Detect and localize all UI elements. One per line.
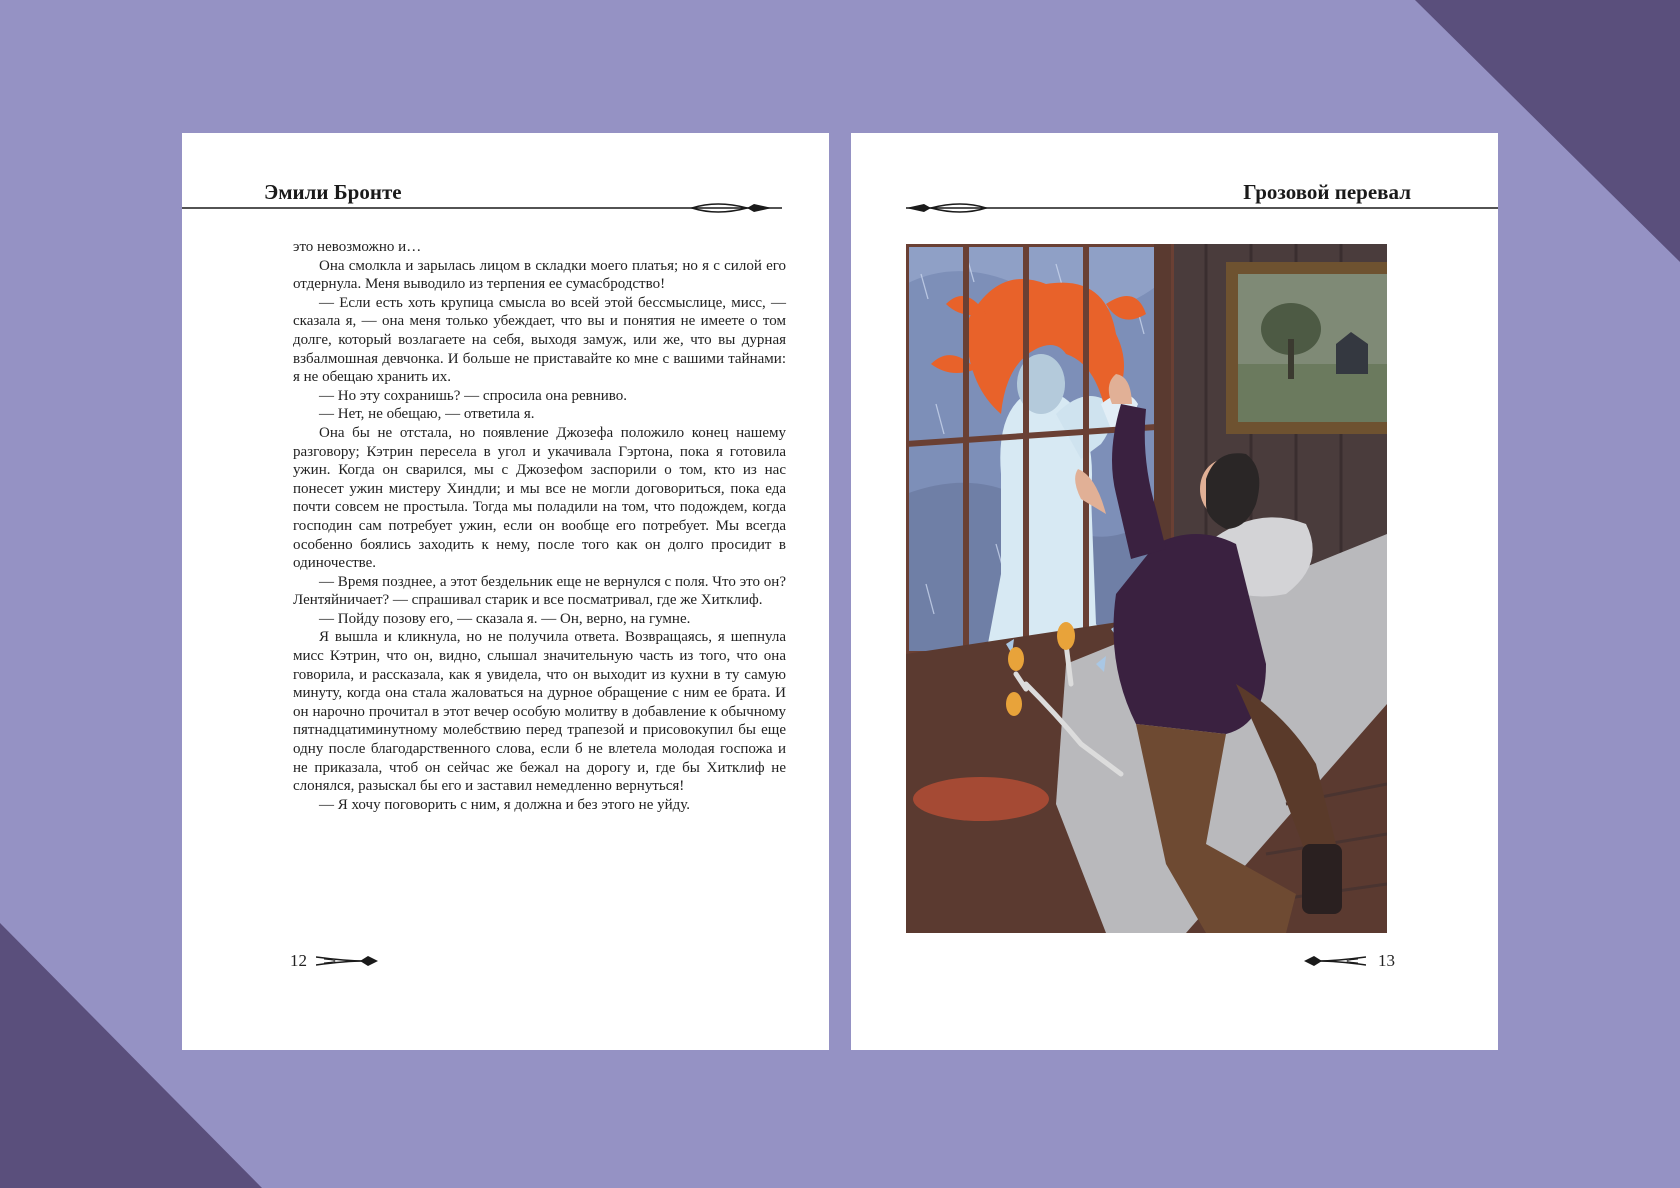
paragraph: — Пойду позову его, — сказала я. — Он, верно, на гумне. bbox=[319, 610, 691, 627]
header-rule-ornament bbox=[906, 201, 1498, 215]
page-number: 12 bbox=[290, 951, 307, 970]
paragraph: — Я хочу поговорить с ним, я должна и без этого не уйду. bbox=[319, 796, 691, 813]
paragraph: — Нет, не обещаю, — ответила я. bbox=[319, 406, 535, 423]
page-number-ornament bbox=[316, 954, 378, 968]
paragraph: — Если есть хоть крупица смысла во всей этой бессмыслице, мисс, — сказала я, — она меня только убеждает, что вы и понятия не имеете о том долге, который возлагаете на себя, выходя замуж, или же, что вы дурная взбалмошная девчонка. И больше не приставайте ко мне с вашими тайнами: я не обещаю хранить их. bbox=[293, 294, 786, 386]
paragraph: — Но эту сохранишь? — спросила она ревниво. bbox=[319, 387, 628, 404]
paragraph: Она смолкла и зарылась лицом в складки моего платья; но я с силой его отдернула. Меня выводило из терпения ее сумасбродство! bbox=[293, 257, 786, 293]
ghost-at-window-illustration bbox=[906, 244, 1387, 933]
left-page bbox=[182, 133, 829, 1050]
body-text bbox=[293, 238, 786, 814]
paragraph: Она бы не отстала, но появление Джозефа положило конец нашему разговору; Кэтрин пересела в угол и укачивала Гэртона, пока я готовила ужин. Когда он сварился, мы с Джозефом заспорили о том, кто из нас понесет ужин мистеру Хиндли; и мы все не могли договориться, пока еда почти совсем не простыла. Тогда мы поладили на том, что подождем, когда господин сам потребует ужин, если он вообще его потребует. Мы всегда особенно боялись заходить к нему, после того как он долго просидит в одиночестве. bbox=[293, 424, 786, 572]
page-number-ornament bbox=[1304, 954, 1366, 968]
running-head-author: Эмили Бронте bbox=[264, 180, 402, 204]
right-page bbox=[851, 133, 1498, 1050]
page-number: 13 bbox=[1378, 951, 1395, 970]
paragraph: — Время позднее, а этот бездельник еще не вернулся с поля. Что это он? Лентяйничает? — спрашивал старик и все посматривал, где же Хитклиф. bbox=[293, 573, 786, 609]
paragraph: Я вышла и кликнула, но не получила ответа. Возвращаясь, я шепнула мисс Кэтрин, что он, видно, слышал значительную часть из того, что она говорила, и рассказала, как я увидела, что он выходит из кухни в ту самую минуту, когда она стала жаловаться на дурное обращение с ним ее брата. И он нарочно прочитал в этот вечер особую молитву в добавление к обычному пятнадцатиминутному молебствию перед трапезой и присовокупил бы еще одну после благодарственного слова, если б не влетела молодая госпожа и не приказала, чтоб он сейчас же бежал на дорогу и, где бы Хитклиф не слонялся, разыскал бы его и заставил немедленно вернуться! bbox=[293, 629, 786, 795]
paragraph: это невозможно и… bbox=[293, 239, 422, 255]
header-rule-ornament bbox=[182, 201, 782, 215]
running-head-title: Грозовой перевал bbox=[1243, 180, 1411, 204]
